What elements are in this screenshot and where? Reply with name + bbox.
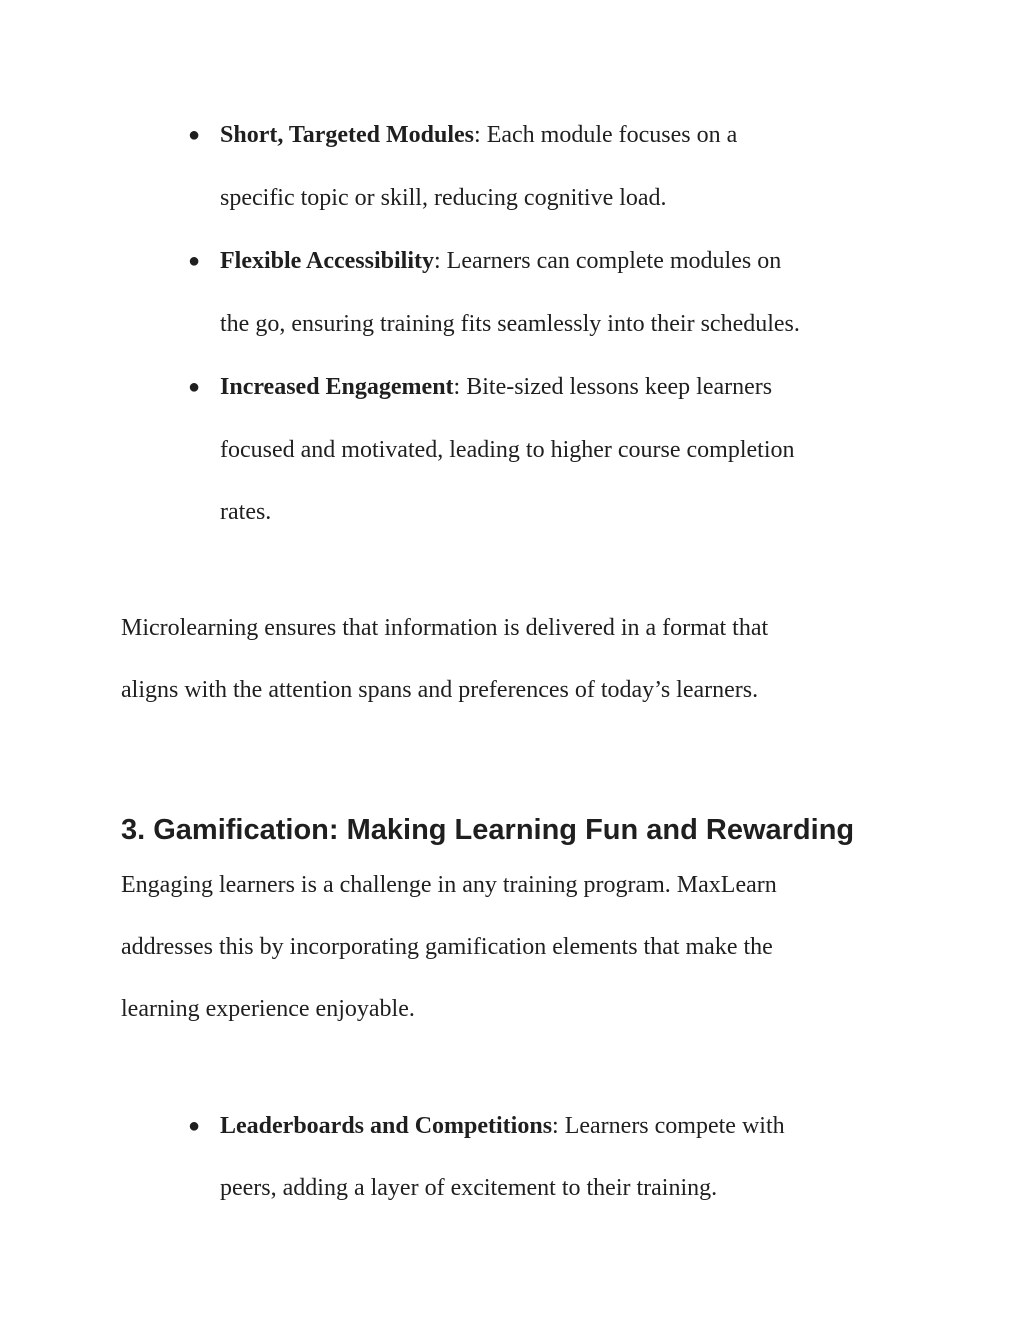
bullet-marker: ● bbox=[188, 1115, 201, 1137]
bullet-text-continuation: specific topic or skill, reducing cognitive load. bbox=[220, 185, 667, 211]
bullet-term: Short, Targeted Modules bbox=[220, 122, 475, 148]
bullet-item-flexible-accessibility bbox=[220, 246, 781, 276]
bullet-text-continuation: peers, adding a layer of excitement to their training. bbox=[220, 1175, 718, 1201]
bullet-marker: ● bbox=[188, 376, 201, 398]
paragraph-line: learning experience enjoyable. bbox=[121, 996, 415, 1022]
bullet-term: Flexible Accessibility bbox=[220, 248, 434, 274]
paragraph-line: addresses this by incorporating gamification elements that make the bbox=[121, 934, 773, 960]
bullet-text-continuation: rates. bbox=[220, 499, 272, 525]
bullet-text: Each module focuses on a bbox=[480, 122, 738, 148]
bullet-item-short-targeted-modules bbox=[220, 120, 737, 150]
paragraph-line: Engaging learners is a challenge in any training program. MaxLearn bbox=[121, 872, 777, 898]
bullet-item-leaderboards bbox=[220, 1111, 785, 1141]
bullet-marker: ● bbox=[188, 250, 201, 272]
bullet-text-continuation: focused and motivated, leading to higher course completion bbox=[220, 437, 795, 463]
bullet-separator: : bbox=[433, 248, 441, 274]
bullet-marker: ● bbox=[188, 124, 201, 146]
section-heading: 3. Gamification: Making Learning Fun and Rewarding bbox=[121, 814, 855, 846]
bullet-term: Leaderboards and Competitions bbox=[220, 1113, 553, 1139]
bullet-text: Learners can complete modules on bbox=[440, 248, 782, 274]
bullet-term: Increased Engagement bbox=[220, 374, 454, 400]
bullet-item-increased-engagement bbox=[220, 372, 772, 402]
paragraph-line: aligns with the attention spans and preferences of today’s learners. bbox=[121, 677, 759, 703]
paragraph-line: Microlearning ensures that information is delivered in a format that bbox=[121, 615, 769, 641]
bullet-separator: : bbox=[453, 374, 461, 400]
bullet-text: Bite-sized lessons keep learners bbox=[460, 374, 773, 400]
bullet-text-continuation: the go, ensuring training fits seamlessly into their schedules. bbox=[220, 311, 800, 337]
bullet-text: Learners compete with bbox=[558, 1113, 785, 1139]
bullet-separator: : bbox=[474, 122, 481, 148]
bullet-separator: : bbox=[552, 1113, 559, 1139]
